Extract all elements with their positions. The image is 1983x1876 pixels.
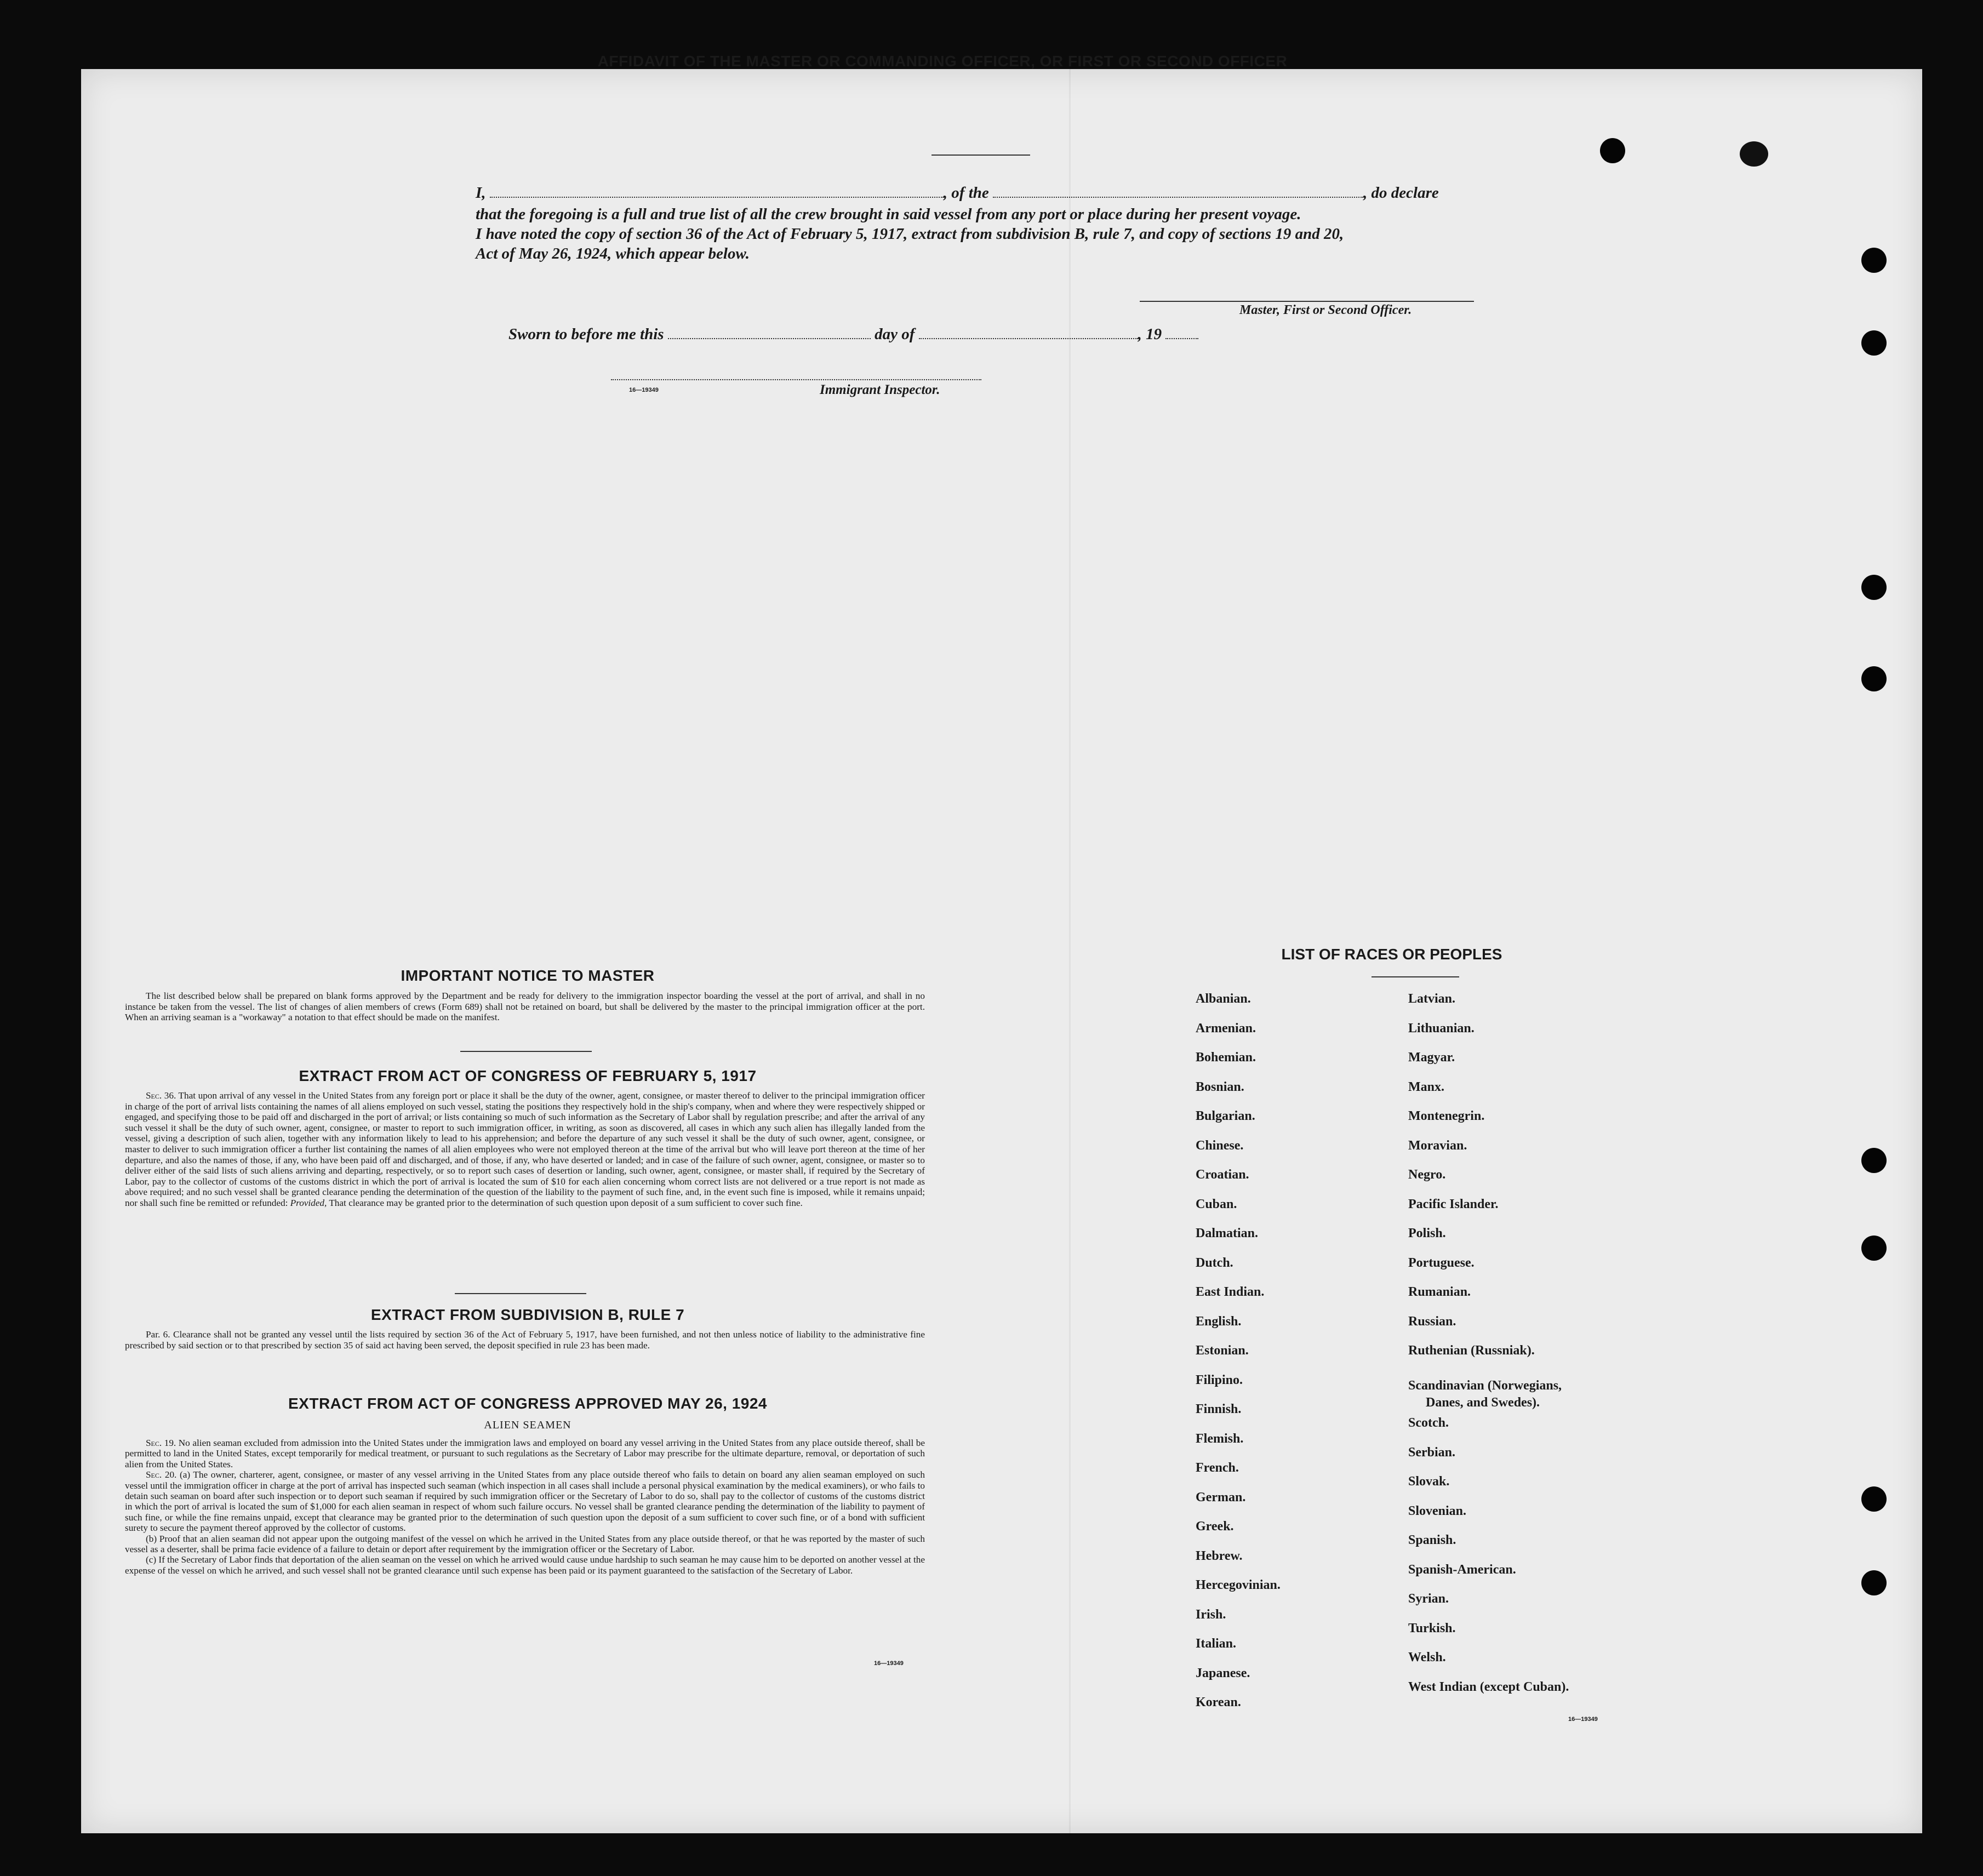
rule7-paragraph: Par. 6. Clearance shall not be granted any vessel until the lists required by section 36 of the Act of February 5, 1917, have been furnished, and not then unless notice of liability to the administrative fine prescribed by said section or to that prescribed by section 35 of said act having been served, the deposit specified in rule 23 has been made. — [125, 1329, 925, 1351]
extract-1924-title: EXTRACT FROM ACT OF CONGRESS APPROVED MAY 26, 1924 — [288, 1395, 767, 1412]
sec-19-label: Sec. 19. — [146, 1438, 176, 1448]
race-item: Croatian. — [1196, 1168, 1249, 1182]
provided-word: Provided, — [290, 1197, 327, 1208]
affidavit-line-4: Act of May 26, 1924, which appear below. — [476, 245, 750, 262]
race-item: Spanish-American. — [1408, 1562, 1516, 1577]
race-item: Filipino. — [1196, 1372, 1243, 1387]
race-item: Welsh. — [1408, 1650, 1446, 1665]
race-item: Negro. — [1408, 1168, 1446, 1182]
race-item: Rumanian. — [1408, 1285, 1471, 1299]
sworn-month-blank — [919, 327, 1138, 339]
races-title: LIST OF RACES OR PEOPLES — [1281, 946, 1502, 963]
declare-text: , do declare — [1363, 184, 1439, 202]
sec-20-label: Sec. 20. — [146, 1469, 177, 1480]
race-item: West Indian (except Cuban). — [1408, 1679, 1569, 1694]
sec-20c-text: (c) If the Secretary of Labor finds that deportation of the alien seaman on the vessel on which he arrived would cause undue hardship to such seaman he may cause him to be deported on another vessel at the expense of the vessel on which he arrived, and such vessel shall not be granted clearance until such expense has been paid or its payment guaranteed to the satisfaction of the Secretary of Labor. — [125, 1554, 925, 1576]
race-item: Flemish. — [1196, 1431, 1244, 1446]
race-item: Latvian. — [1408, 992, 1456, 1006]
sworn-line — [508, 325, 1198, 344]
race-item: Bosnian. — [1196, 1079, 1244, 1094]
sworn-year: , 19 — [1138, 325, 1162, 343]
race-item: Irish. — [1196, 1607, 1226, 1622]
race-item: Chinese. — [1196, 1138, 1244, 1153]
race-item: Scotch. — [1408, 1416, 1449, 1430]
extract-rule7-title: EXTRACT FROM SUBDIVISION B, RULE 7 — [370, 1306, 685, 1323]
inspector-signature-line — [611, 379, 981, 380]
affidavit-line-3: I have noted the copy of section 36 of the Act of February 5, 1917, extract from subdivision B, rule 7, and copy of sections 19 and 20, — [476, 225, 1344, 243]
race-item: Syrian. — [1408, 1592, 1449, 1606]
sworn-year-blank — [1165, 327, 1198, 339]
race-item: Turkish. — [1408, 1621, 1456, 1635]
race-item: Bohemian. — [1196, 1050, 1256, 1065]
punch-hole — [1861, 1236, 1887, 1261]
race-item: Greek. — [1196, 1519, 1234, 1534]
race-item: Ruthenian (Russniak). — [1408, 1343, 1535, 1358]
race-item: Dutch. — [1196, 1255, 1233, 1270]
punch-hole — [1861, 666, 1887, 691]
race-item: Armenian. — [1196, 1021, 1256, 1036]
race-item: Dalmatian. — [1196, 1226, 1258, 1240]
race-item: Japanese. — [1196, 1666, 1250, 1680]
races-title-rule — [1371, 976, 1459, 977]
inspector-label: Immigrant Inspector. — [820, 382, 940, 397]
affidavit-title: AFFIDAVIT OF THE MASTER OR COMMANDING OFFICER, OR FIRST OR SECOND OFFICER — [597, 53, 1288, 70]
sec-19-text: No alien seaman excluded from admission into the United States under the immigration laws and employed on board any vessel arriving in the United States from any place outside thereof, shall be permitted to land in the United States, except temporarily for medical treatment, or pursuant to such regulations as the Secretary of Labor may prescribe for the ultimate departure, removal, or deportation of such alien from the United States. — [125, 1438, 925, 1469]
race-item: Moravian. — [1408, 1138, 1467, 1153]
races-form-number: 16—19349 — [1568, 1716, 1598, 1723]
race-item: Montenegrin. — [1408, 1109, 1485, 1123]
race-item: Serbian. — [1408, 1445, 1456, 1460]
affidavit-line-2: that the foregoing is a full and true list of all the crew brought in said vessel from any port or place during her present voyage. — [476, 205, 1301, 223]
race-item: Portuguese. — [1408, 1255, 1475, 1270]
affidavit-form-number: 16—19349 — [629, 387, 659, 393]
punch-hole — [1861, 330, 1887, 356]
notice-paragraph: The list described below shall be prepared on blank forms approved by the Department and be ready for delivery to the immigration inspector boarding the vessel at the port of arrival, and shall in no instance be taken from the vessel. The list of changes of alien members of crews (Form 689) shall not be retained on board, but shall be delivered by the master to the principal immigration officer at the port. When an arriving seaman is a "workaway" a notation to that effect should be made on the manifest. — [125, 991, 925, 1023]
race-item: Hebrew. — [1196, 1548, 1243, 1563]
notice-text — [125, 991, 925, 1023]
race-item: Magyar. — [1408, 1050, 1455, 1065]
sec-36-text-end: That clearance may be granted prior to the determination of such question upon deposit of a sum sufficient to cover such fine. — [329, 1197, 803, 1208]
punch-hole — [1861, 1148, 1887, 1173]
extract-form-number: 16—19349 — [874, 1660, 904, 1667]
affidavit-line-1 — [476, 184, 1439, 202]
race-item: Korean. — [1196, 1695, 1241, 1709]
race-item: Finnish. — [1196, 1402, 1242, 1416]
sworn-prefix: Sworn to before me this — [508, 325, 664, 343]
race-item: Russian. — [1408, 1314, 1456, 1329]
master-signature-label: Master, First or Second Officer. — [1239, 303, 1412, 317]
race-item: Cuban. — [1196, 1197, 1237, 1211]
race-item: Pacific Islander. — [1408, 1197, 1499, 1211]
race-item: Polish. — [1408, 1226, 1446, 1240]
of-the-text: , of the — [943, 184, 989, 202]
vessel-blank — [993, 186, 1363, 198]
race-item: German. — [1196, 1490, 1246, 1505]
punch-hole — [1861, 248, 1887, 273]
alien-seamen-subtitle: ALIEN SEAMEN — [484, 1419, 572, 1431]
section-rule — [460, 1051, 592, 1052]
sworn-day-blank — [668, 327, 871, 339]
ink-blot — [1740, 141, 1768, 167]
race-item: Spanish. — [1408, 1533, 1456, 1547]
race-item: Lithuanian. — [1408, 1021, 1475, 1036]
extract-1917-text — [125, 1090, 925, 1209]
race-item: Estonian. — [1196, 1343, 1249, 1358]
sec-36-text: That upon arrival of any vessel in the United States from any foreign port or place it shall be the duty of the owner, agent, consignee, or master thereof to deliver to the principal immigration officer in charge of the port of arrival lists containing the names of all aliens employed on such vessel, stating the positions they respectively hold in the ship's company, when and where they were respectively shipped or engaged, and specifying those to be paid off and discharged in the port of arrival; or lists containing so much of such information as the Secretary of Labor shall by regulation prescribe; and after the arrival of any such vessel it shall be the duty of such owner, agent, consignee, or master to report to such immigration officer, in writing, as soon as discovered, all cases in which any such alien has illegally landed from the vessel, giving a description of such alien, together with any information likely to lead to his apprehension; and before the departure of any such vessel it shall be the duty of such owner, agent, consignee, or master to deliver to such immigration officer a further list containing the names of all alien employees who were not employed thereon at the time of the arrival but who will leave port thereon at the time of her departure, and also the names of those, if any, who have been paid off and discharged, and of those, if any, who have deserted or landed; and in case of the failure of such owner, agent, consignee, or master so to deliver either of the said lists of such aliens arriving and departing, respectively, or so to report such cases of desertion or landing, such owner, agent, consignee, or master shall, if required by the Secretary of Labor, pay to the collector of customs of the customs district in which the port of arrival is located the sum of $10 for each alien concerning whom correct lists are not delivered or a true report is not made as above required; and no such vessel shall be granted clearance pending the determination of the question of the liability to the payment of such fine, and, in the event such fine is imposed, while it remains unpaid; nor shall such fine be remitted or refunded: — [125, 1090, 925, 1208]
sworn-day-of: day of — [875, 325, 915, 343]
pronoun-i: I, — [476, 184, 486, 202]
race-item: Hercegovinian. — [1196, 1578, 1281, 1592]
punch-hole — [1861, 575, 1887, 600]
title-rule — [932, 155, 1030, 156]
race-item: Danes, and Swedes). — [1426, 1395, 1540, 1410]
extract-rule7-text — [125, 1329, 925, 1351]
section-rule — [455, 1293, 586, 1294]
extract-1917-title: EXTRACT FROM ACT OF CONGRESS OF FEBRUARY 5, 1917 — [299, 1067, 757, 1084]
sec-36-label: Sec. 36. — [146, 1090, 176, 1101]
race-item: Bulgarian. — [1196, 1109, 1255, 1123]
master-signature-line — [1140, 301, 1474, 302]
punch-hole — [1600, 138, 1625, 163]
punch-hole — [1861, 1570, 1887, 1595]
punch-hole — [1861, 1486, 1887, 1512]
extract-1924-text — [125, 1438, 925, 1576]
race-item: Slovak. — [1408, 1474, 1450, 1489]
race-item: East Indian. — [1196, 1285, 1265, 1299]
race-item: English. — [1196, 1314, 1242, 1329]
race-item: Slovenian. — [1408, 1503, 1467, 1518]
race-item: Manx. — [1408, 1079, 1444, 1094]
name-blank — [490, 186, 944, 198]
notice-title: IMPORTANT NOTICE TO MASTER — [401, 967, 655, 984]
race-item: Scandinavian (Norwegians, — [1408, 1378, 1562, 1393]
race-item: Albanian. — [1196, 992, 1251, 1006]
race-item: French. — [1196, 1461, 1239, 1475]
sec-20a-text: (a) The owner, charterer, agent, consignee, or master of any vessel arriving in the United States from any place outside thereof who fails to detain on board any alien seaman employed on such vessel until the immigration officer in charge at the port of arrival has inspected such seaman (which inspection in all cases shall include a personal physical examination by the medical examiners), or who fails to detain such seaman on board after such inspection or to deport such seaman if required by such immigration officer or the Secretary of Labor to do so, shall pay to the collector of customs of the customs district in which the port of arrival is located the sum of $1,000 for each alien seaman in respect of whom such failure occurs. No vessel shall be granted clearance pending the determination of the liability to payment of such fine, or while the fine remains unpaid, except that clearance may be granted prior to the determination of such question upon the deposit of a sum sufficient to cover such fine, or of a bond with sufficient surety to secure the payment thereof approved by the collector of customs. — [125, 1469, 925, 1534]
sec-20b-text: (b) Proof that an alien seaman did not appear upon the outgoing manifest of the vessel on which he arrived in the United States from any place outside thereof, or that he was reported by the master of such vessel as a deserter, shall be prima facie evidence of a failure to detain or deport after requirement by the immigration officer or the Secretary of Labor. — [125, 1533, 925, 1555]
race-item: Italian. — [1196, 1637, 1237, 1651]
